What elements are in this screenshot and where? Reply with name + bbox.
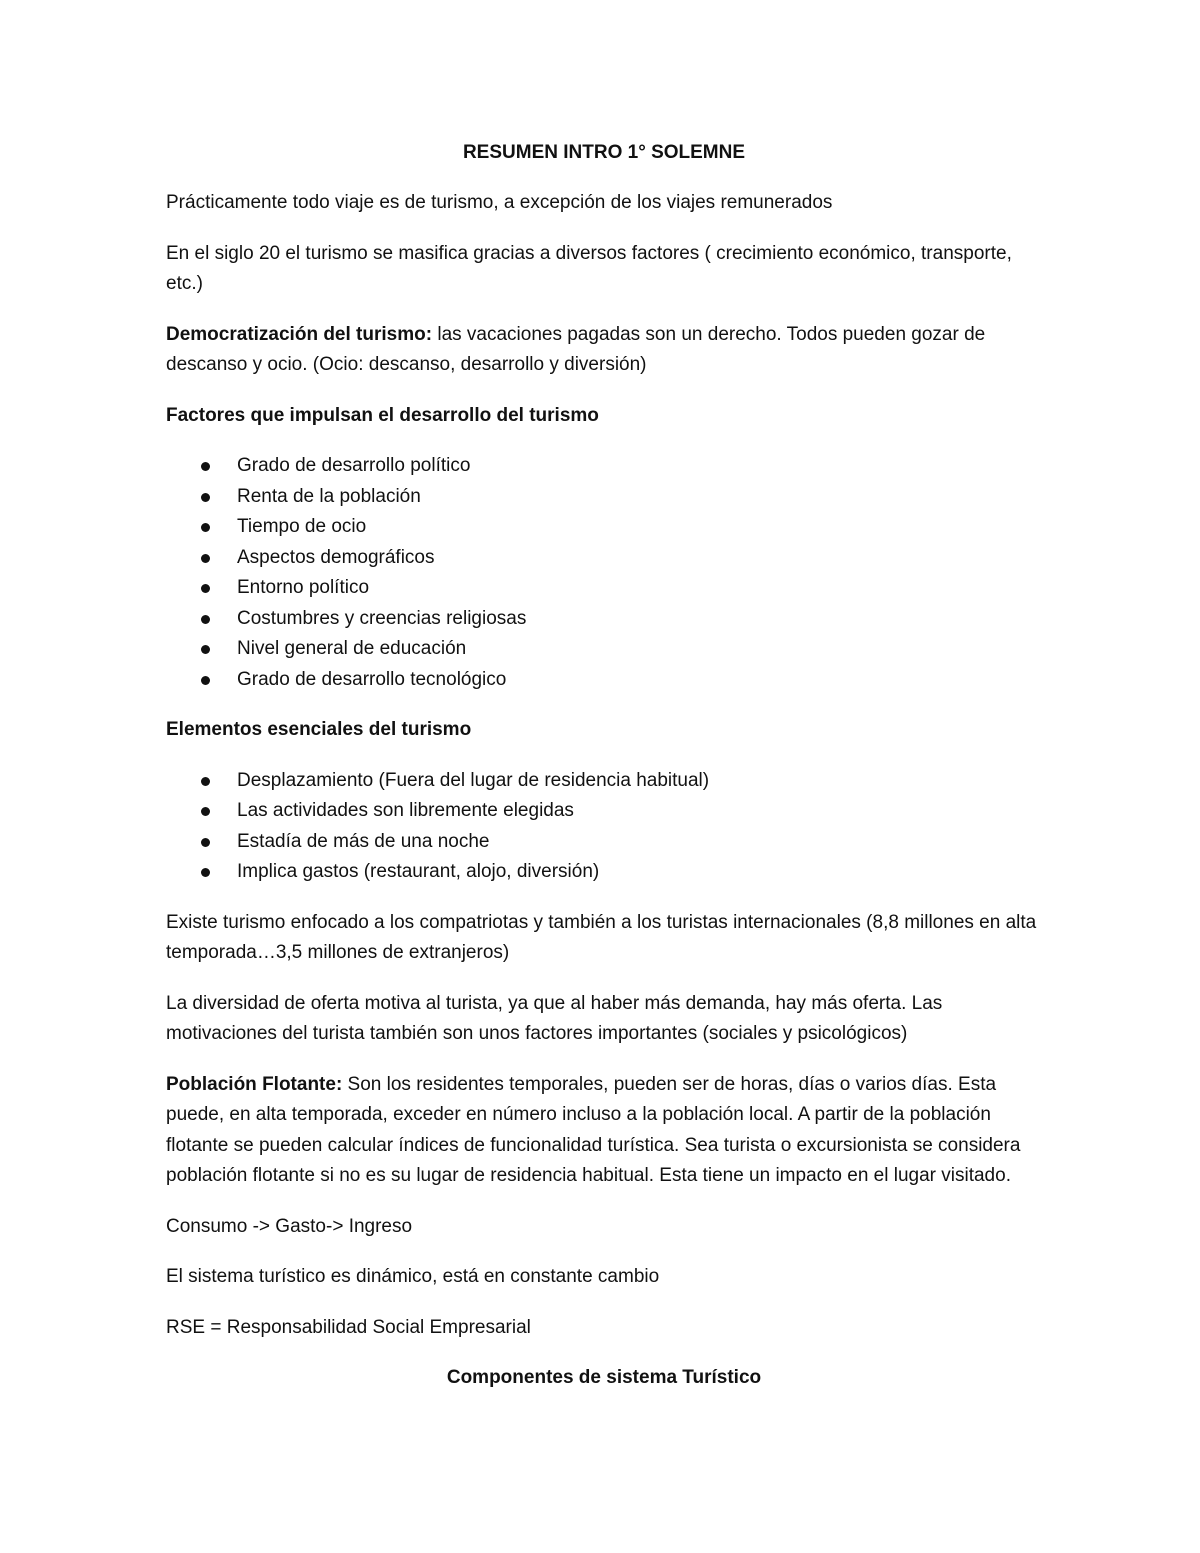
list-item bbox=[166, 482, 1042, 513]
paragraph-compatriotas: Existe turismo enfocado a los compatriotas y también a los turistas internacionales (8,8 millones en alta temporada…3,5 millones de extranjeros) bbox=[166, 911, 1037, 963]
paragraph-democratizacion bbox=[166, 320, 1042, 381]
paragraph-siglo-20: En el siglo 20 el turismo se masifica gracias a diversos factores ( crecimiento económico, transporte, etc.) bbox=[166, 242, 1012, 294]
factores-list bbox=[166, 451, 1042, 695]
componentes-heading: Componentes de sistema Turístico bbox=[446, 1367, 762, 1388]
bullet-icon bbox=[201, 777, 210, 786]
list-item-text: Aspectos demográficos bbox=[237, 546, 435, 568]
list-item-text: Estadía de más de una noche bbox=[237, 830, 490, 852]
elementos-list bbox=[166, 766, 1042, 888]
list-item-text: Las actividades son libremente elegidas bbox=[237, 800, 574, 821]
list-item-text: Nivel general de educación bbox=[237, 638, 467, 659]
bullet-icon bbox=[201, 584, 210, 593]
list-item-text: Renta de la población bbox=[237, 485, 421, 507]
list-item bbox=[166, 634, 1042, 665]
list-item bbox=[166, 543, 1042, 574]
paragraph-consumo: Consumo -> Gasto-> Ingreso bbox=[166, 1215, 413, 1237]
poblacion-flotante-label: Población Flotante: bbox=[166, 1073, 343, 1095]
paragraph-diversidad-oferta: La diversidad de oferta motiva al turista, ya que al haber más demanda, hay más oferta. Las motivaciones del turista también son unos factores importantes (sociales y psicológicos) bbox=[166, 992, 943, 1044]
bullet-icon bbox=[201, 838, 210, 847]
paragraph-poblacion-flotante bbox=[166, 1070, 1042, 1192]
document-title: RESUMEN INTRO 1° SOLEMNE bbox=[462, 142, 746, 163]
list-item bbox=[166, 573, 1042, 604]
list-item-text: Grado de desarrollo político bbox=[237, 455, 471, 476]
list-item bbox=[166, 766, 1042, 797]
list-item-text: Costumbres y creencias religiosas bbox=[237, 607, 527, 629]
bullet-icon bbox=[201, 868, 210, 877]
list-item bbox=[166, 796, 1042, 827]
bullet-icon bbox=[201, 807, 210, 816]
list-item bbox=[166, 604, 1042, 635]
paragraph-turismo-viajes: Prácticamente todo viaje es de turismo, a excepción de los viajes remunerados bbox=[166, 192, 833, 213]
document-content bbox=[166, 138, 1042, 1394]
democratizacion-text: las vacaciones pagadas son un derecho. Todos pueden gozar de descanso y ocio. (Ocio: descanso, desarrollo y diversión) bbox=[166, 323, 986, 375]
list-item bbox=[166, 451, 1042, 482]
paragraph-sistema-dinamico: El sistema turístico es dinámico, está en constante cambio bbox=[166, 1266, 660, 1287]
list-item-text: Desplazamiento (Fuera del lugar de residencia habitual) bbox=[237, 769, 710, 791]
democratizacion-label: Democratización del turismo: bbox=[166, 323, 433, 345]
list-item-text: Implica gastos (restaurant, alojo, diversión) bbox=[237, 861, 600, 882]
list-item bbox=[166, 665, 1042, 696]
bullet-icon bbox=[201, 462, 210, 471]
list-item-text: Entorno político bbox=[237, 577, 370, 598]
poblacion-flotante-text: Son los residentes temporales, pueden ser de horas, días o varios días. Esta puede, en alta temporada, exceder en número incluso a la población local. A partir de la población flotante se pueden calcular índices de funcionalidad turística. Sea turista o excursionista se considera población flotante si no es su lugar de residencia habitual. Esta tiene un impacto en el lugar visitado. bbox=[166, 1073, 1021, 1186]
list-item bbox=[166, 827, 1042, 858]
bullet-icon bbox=[201, 645, 210, 654]
elementos-heading: Elementos esenciales del turismo bbox=[166, 719, 472, 740]
bullet-icon bbox=[201, 493, 210, 502]
bullet-icon bbox=[201, 554, 210, 563]
list-item-text: Grado de desarrollo tecnológico bbox=[237, 668, 507, 690]
list-item bbox=[166, 857, 1042, 888]
list-item bbox=[166, 512, 1042, 543]
bullet-icon bbox=[201, 523, 210, 532]
bullet-icon bbox=[201, 615, 210, 624]
factores-heading: Factores que impulsan el desarrollo del turismo bbox=[166, 404, 599, 426]
list-item-text: Tiempo de ocio bbox=[237, 516, 367, 537]
bullet-icon bbox=[201, 676, 210, 685]
paragraph-rse: RSE = Responsabilidad Social Empresarial bbox=[166, 1316, 531, 1338]
